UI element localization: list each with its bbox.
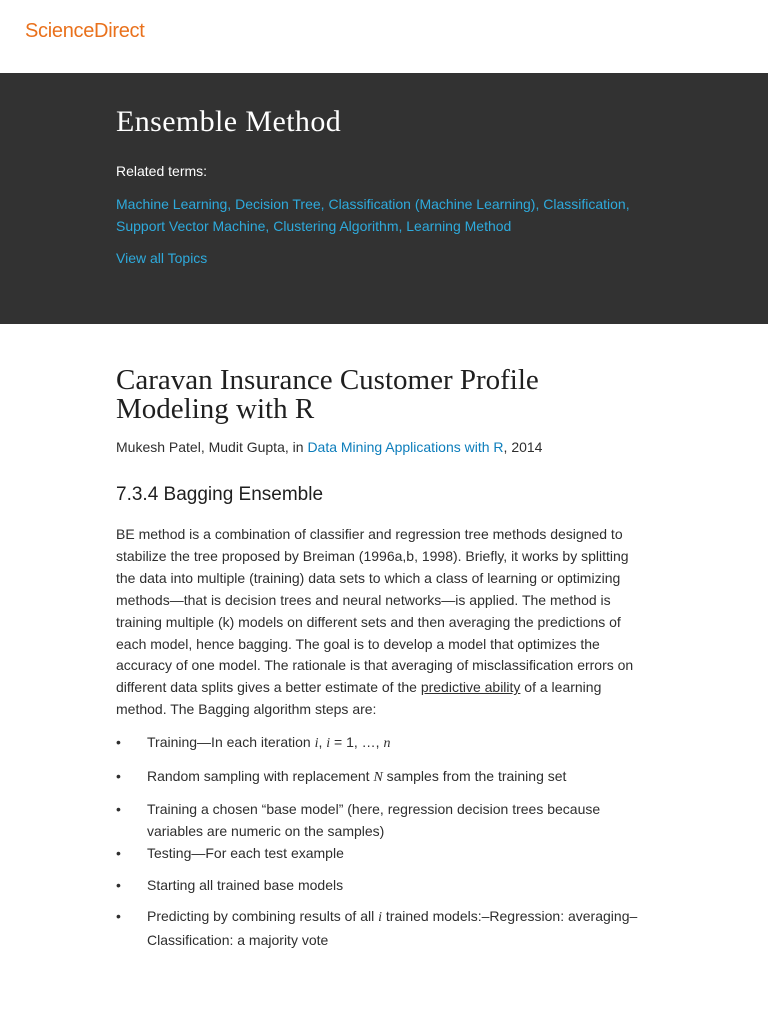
list-item [116, 731, 644, 755]
math-var: i [314, 736, 319, 751]
step-text: trained models:–Regression: averaging–Classification: a majority vote [147, 908, 638, 948]
list-item [116, 842, 644, 864]
step-text: Starting all trained base models [147, 876, 344, 893]
math-var: i [378, 910, 382, 925]
step-text: Random sampling with replacement [147, 767, 374, 784]
section-heading: 7.3.4 Bagging Ensemble [116, 484, 324, 505]
predictive-ability-link[interactable]: predictive ability [420, 679, 521, 696]
math-var: n [383, 736, 391, 751]
related-term-link[interactable]: Support Vector Machine [116, 218, 266, 234]
math-var: i [326, 736, 331, 751]
sciencedirect-logo[interactable]: ScienceDirect [25, 20, 145, 42]
article-paragraph [116, 524, 644, 721]
authors: Mukesh Patel, Mudit Gupta, in [116, 439, 308, 455]
paragraph-text: of a learning method. The Bagging algorithm steps are: [116, 679, 602, 718]
step-text: samples from the training set [382, 767, 567, 784]
book-link[interactable]: Data Mining Applications with R [307, 439, 504, 455]
step-text: Predicting by combining results of all [147, 908, 379, 924]
related-term-link[interactable]: Decision Tree [235, 196, 321, 212]
bullet: • [116, 876, 121, 893]
article-byline [116, 439, 542, 455]
list-item [116, 905, 644, 951]
step-text: Training a chosen “base model” (here, regression decision trees because variables are numeric on the samples) [147, 801, 601, 839]
bullet: • [116, 734, 121, 750]
related-terms-list: Machine Learning, Decision Tree, Classification (Machine Learning), Classification, Support Vector Machine, Clustering Algorithm, Learning Method [116, 196, 630, 234]
list-item [116, 765, 644, 789]
step-text: Training—In each iteration [147, 734, 315, 750]
topic-title: Ensemble Method [116, 105, 342, 138]
related-term-link[interactable]: Classification [543, 196, 626, 212]
related-term-link[interactable]: Machine Learning [116, 196, 228, 212]
bullet: • [116, 908, 121, 924]
step-text: Testing—For each test example [147, 845, 344, 861]
topic-header [0, 73, 768, 324]
bullet: • [116, 845, 121, 861]
list-item [116, 798, 644, 842]
step-text: = 1, …, [330, 734, 384, 750]
publication-year: , 2014 [503, 439, 543, 455]
top-bar [0, 0, 768, 73]
bullet: • [116, 801, 121, 817]
step-text: , [318, 734, 327, 750]
related-term-link[interactable]: Clustering Algorithm [273, 218, 399, 234]
related-term-link[interactable]: Learning Method [406, 218, 512, 234]
related-term-link[interactable]: Classification (Machine Learning) [328, 196, 536, 212]
view-all-topics-link[interactable]: View all Topics [116, 250, 208, 266]
paragraph-text: BE method is a combination of classifier and regression tree methods designed to stabilize the tree proposed by Breiman (1996a,b, 1998). Briefly, it works by splitting the data into multiple (training) data sets to which a class of learning or optimizing methods—that is decision trees and neural networks—is applied. The method is training multiple (k) models on different sets and then averaging the predictions of each model, hence bagging. The goal is to develop a model that optimizes the accuracy of one model. The rationale is that averaging of misclassification errors on different data splits gives a better estimate of the [116, 526, 634, 696]
algorithm-steps-list [116, 731, 644, 961]
list-item [116, 874, 644, 896]
article-title[interactable]: Caravan Insurance Customer Profile Modeling with R [116, 364, 539, 425]
related-terms-label: Related terms: [116, 163, 208, 179]
bullet: • [116, 767, 121, 784]
math-var: N [373, 769, 383, 785]
